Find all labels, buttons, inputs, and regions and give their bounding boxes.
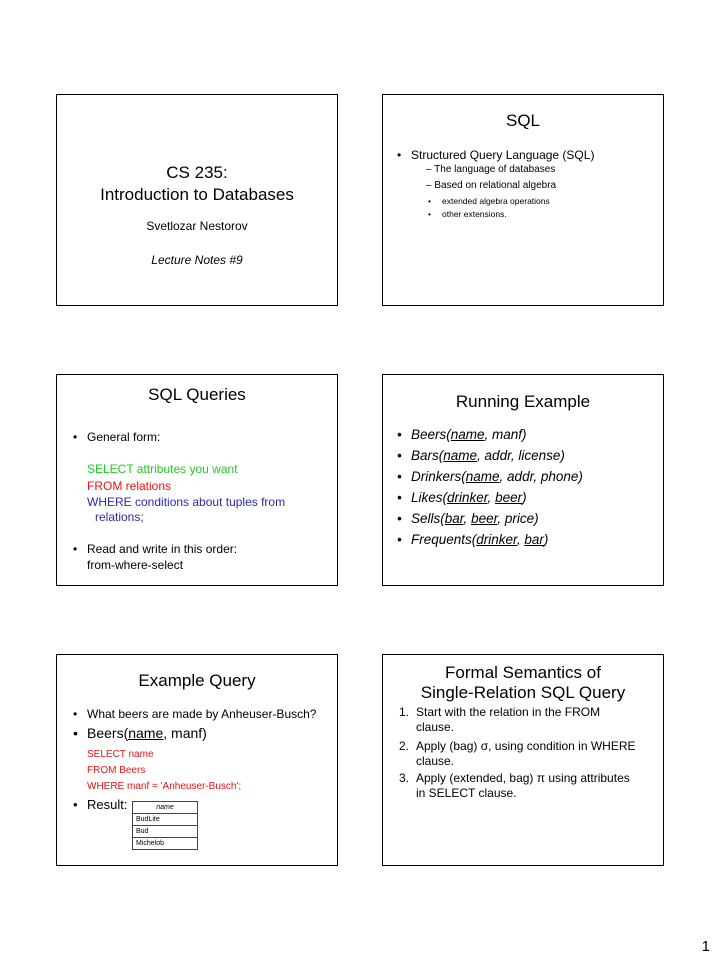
key-attribute: name — [450, 427, 485, 442]
step-text-cont: clause. — [416, 754, 455, 768]
key-attribute: name — [465, 469, 500, 484]
slide-title: Example Query — [138, 671, 256, 690]
key-attribute: bar — [524, 532, 544, 547]
slide-title: Running Example — [455, 392, 591, 411]
table-row — [133, 838, 198, 850]
key-attribute: beer — [495, 490, 523, 505]
bullet: • Read and write in this order: — [87, 542, 237, 556]
step-text: Start with the relation in the FROM — [416, 705, 601, 719]
step-text-cont: in SELECT clause. — [416, 786, 517, 800]
relation-item: • Drinkers(name, addr, phone) — [411, 469, 583, 484]
author: Svetlozar Nestorov — [146, 219, 248, 233]
bullet: • What beers are made by Anheuser-Busch? — [87, 707, 316, 721]
step-text: Apply (bag) σ, using condition in WHERE — [416, 739, 636, 753]
bullet: • Structured Query Language (SQL) — [411, 148, 594, 162]
bullet: • General form: — [87, 430, 160, 444]
table-row — [133, 826, 198, 838]
slide-title: SQL Queries — [148, 385, 246, 404]
sql-from: FROM Beers — [87, 765, 146, 776]
slide-example-query — [56, 654, 338, 866]
relation-item: • Beers(name, manf) — [411, 427, 527, 442]
step-text: Apply (extended, bag) π using attributes — [416, 771, 630, 785]
bullet-cont: from-where-select — [87, 558, 184, 572]
step-text-cont: clause. — [416, 720, 455, 734]
result-table — [132, 801, 198, 850]
table-row — [133, 814, 198, 826]
slide-title — [56, 94, 338, 306]
slide-sql — [382, 94, 664, 306]
bullet: • Result: — [87, 797, 127, 812]
from-clause: FROM relations — [87, 479, 172, 493]
column-header: name — [133, 802, 198, 814]
relation-item: • Sells(bar, beer, price) — [411, 511, 539, 526]
step-number: 1. — [399, 705, 410, 719]
sql-select: SELECT name — [87, 749, 154, 760]
relation-item: • Frequents(drinker, bar) — [411, 532, 548, 547]
where-clause-cont: relations; — [95, 510, 144, 524]
slide-sql-queries — [56, 374, 338, 586]
table-cell: BudLite — [133, 814, 198, 826]
bullet: • Beers(name, manf) — [87, 725, 207, 741]
course-title: Introduction to Databases — [100, 185, 294, 204]
key-attribute: drinker — [447, 490, 488, 505]
sub-sub-bullet: • extended algebra operations — [442, 196, 550, 206]
table-cell: Michelob — [133, 838, 198, 850]
sql-where: WHERE manf = 'Anheuser-Busch'; — [87, 781, 242, 792]
page-number: 1 — [701, 938, 710, 955]
slide-formal-semantics — [382, 654, 664, 866]
relation-item: • Bars(name, addr, license) — [411, 448, 565, 463]
step-number: 3. — [399, 771, 410, 785]
sub-bullet: – Based on relational algebra — [426, 180, 557, 191]
slide-running-example — [382, 374, 664, 586]
table-cell: Bud — [133, 826, 198, 838]
select-clause: SELECT attributes you want — [87, 462, 238, 476]
relation-item: • Likes(drinker, beer) — [411, 490, 527, 505]
slide-title: SQL — [505, 111, 541, 130]
key-attribute: bar — [444, 511, 464, 526]
slide-subtitle: Single-Relation SQL Query — [420, 683, 626, 702]
lecture-notes: Lecture Notes #9 — [151, 253, 243, 267]
course-code: CS 235: — [166, 163, 228, 182]
sub-sub-bullet: • other extensions. — [442, 209, 507, 219]
step-number: 2. — [399, 739, 410, 753]
key-attribute: drinker — [476, 532, 517, 547]
key-attribute: name — [443, 448, 478, 463]
where-clause: WHERE conditions about tuples from — [87, 495, 286, 509]
sub-bullet: – The language of databases — [426, 164, 556, 175]
key-attribute: beer — [471, 511, 498, 526]
slide-title: Formal Semantics of — [445, 663, 601, 682]
